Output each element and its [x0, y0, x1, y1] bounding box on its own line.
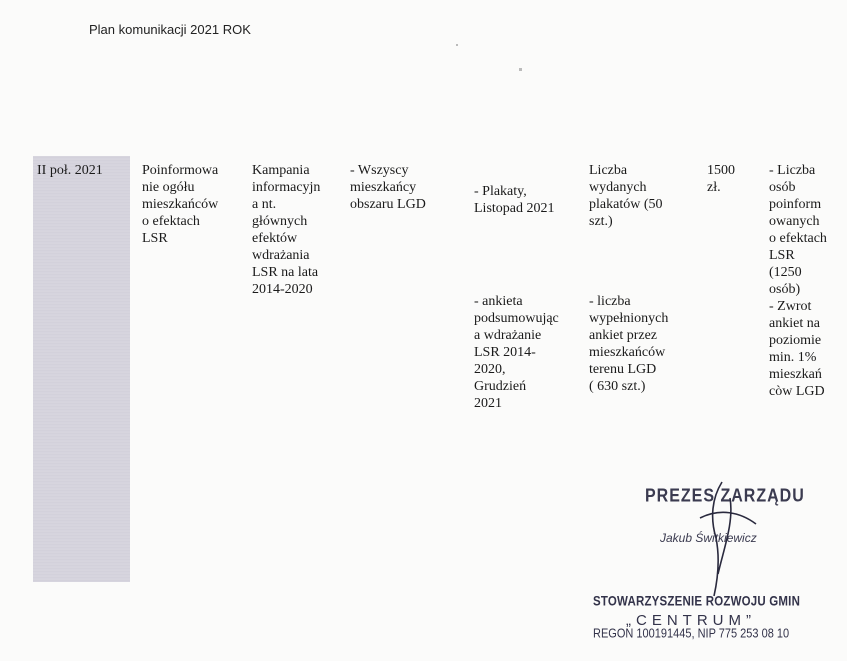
stamp-org-name: STOWARZYSZENIE ROZWOJU GMIN [593, 594, 801, 610]
period-label: II poł. 2021 [37, 163, 103, 178]
stamp-president-title: PREZES ZARZĄDU [645, 486, 805, 507]
stamp-org-short-name: „CENTRUM” [626, 612, 756, 629]
tool-survey-cell: - ankieta podsumowując a wdrażanie LSR 2014- 2020, Grudzień 2021 [474, 294, 559, 411]
scan-speck [519, 68, 522, 71]
document-title: Plan komunikacji 2021 ROK [89, 22, 251, 37]
scan-speck [456, 44, 458, 46]
indicator-posters-cell: Liczba wydanych plakatów (50 szt.) [589, 163, 663, 229]
indicator-survey-cell: - liczba wypełnionych ankiet przez mieszkańców terenu LGD ( 630 szt.) [589, 294, 669, 394]
campaign-cell: Kampania informacyjn a nt. głównych efektów wdrażania LSR na lata 2014-2020 [252, 163, 321, 297]
cost-cell: 1500 zł. [707, 163, 735, 195]
activity-cell: Poinformowa nie ogółu mieszkańców o efektach LSR [142, 163, 219, 246]
target-group-cell: - Wszyscy mieszkańcy obszaru LGD [350, 163, 426, 212]
period-cell [33, 156, 130, 582]
tool-posters-cell: - Plakaty, Listopad 2021 [474, 184, 555, 216]
stamp-org-registry: REGON 100191445, NIP 775 253 08 10 [593, 626, 790, 642]
result-cell: - Liczba osób poinform owanych o efektach LSR (1250 osób) - Zwrot ankiet na poziomie min. 1% mieszkań còw LGD [769, 163, 827, 399]
stamp-name: Jakub Świtkiewicz [660, 531, 757, 545]
